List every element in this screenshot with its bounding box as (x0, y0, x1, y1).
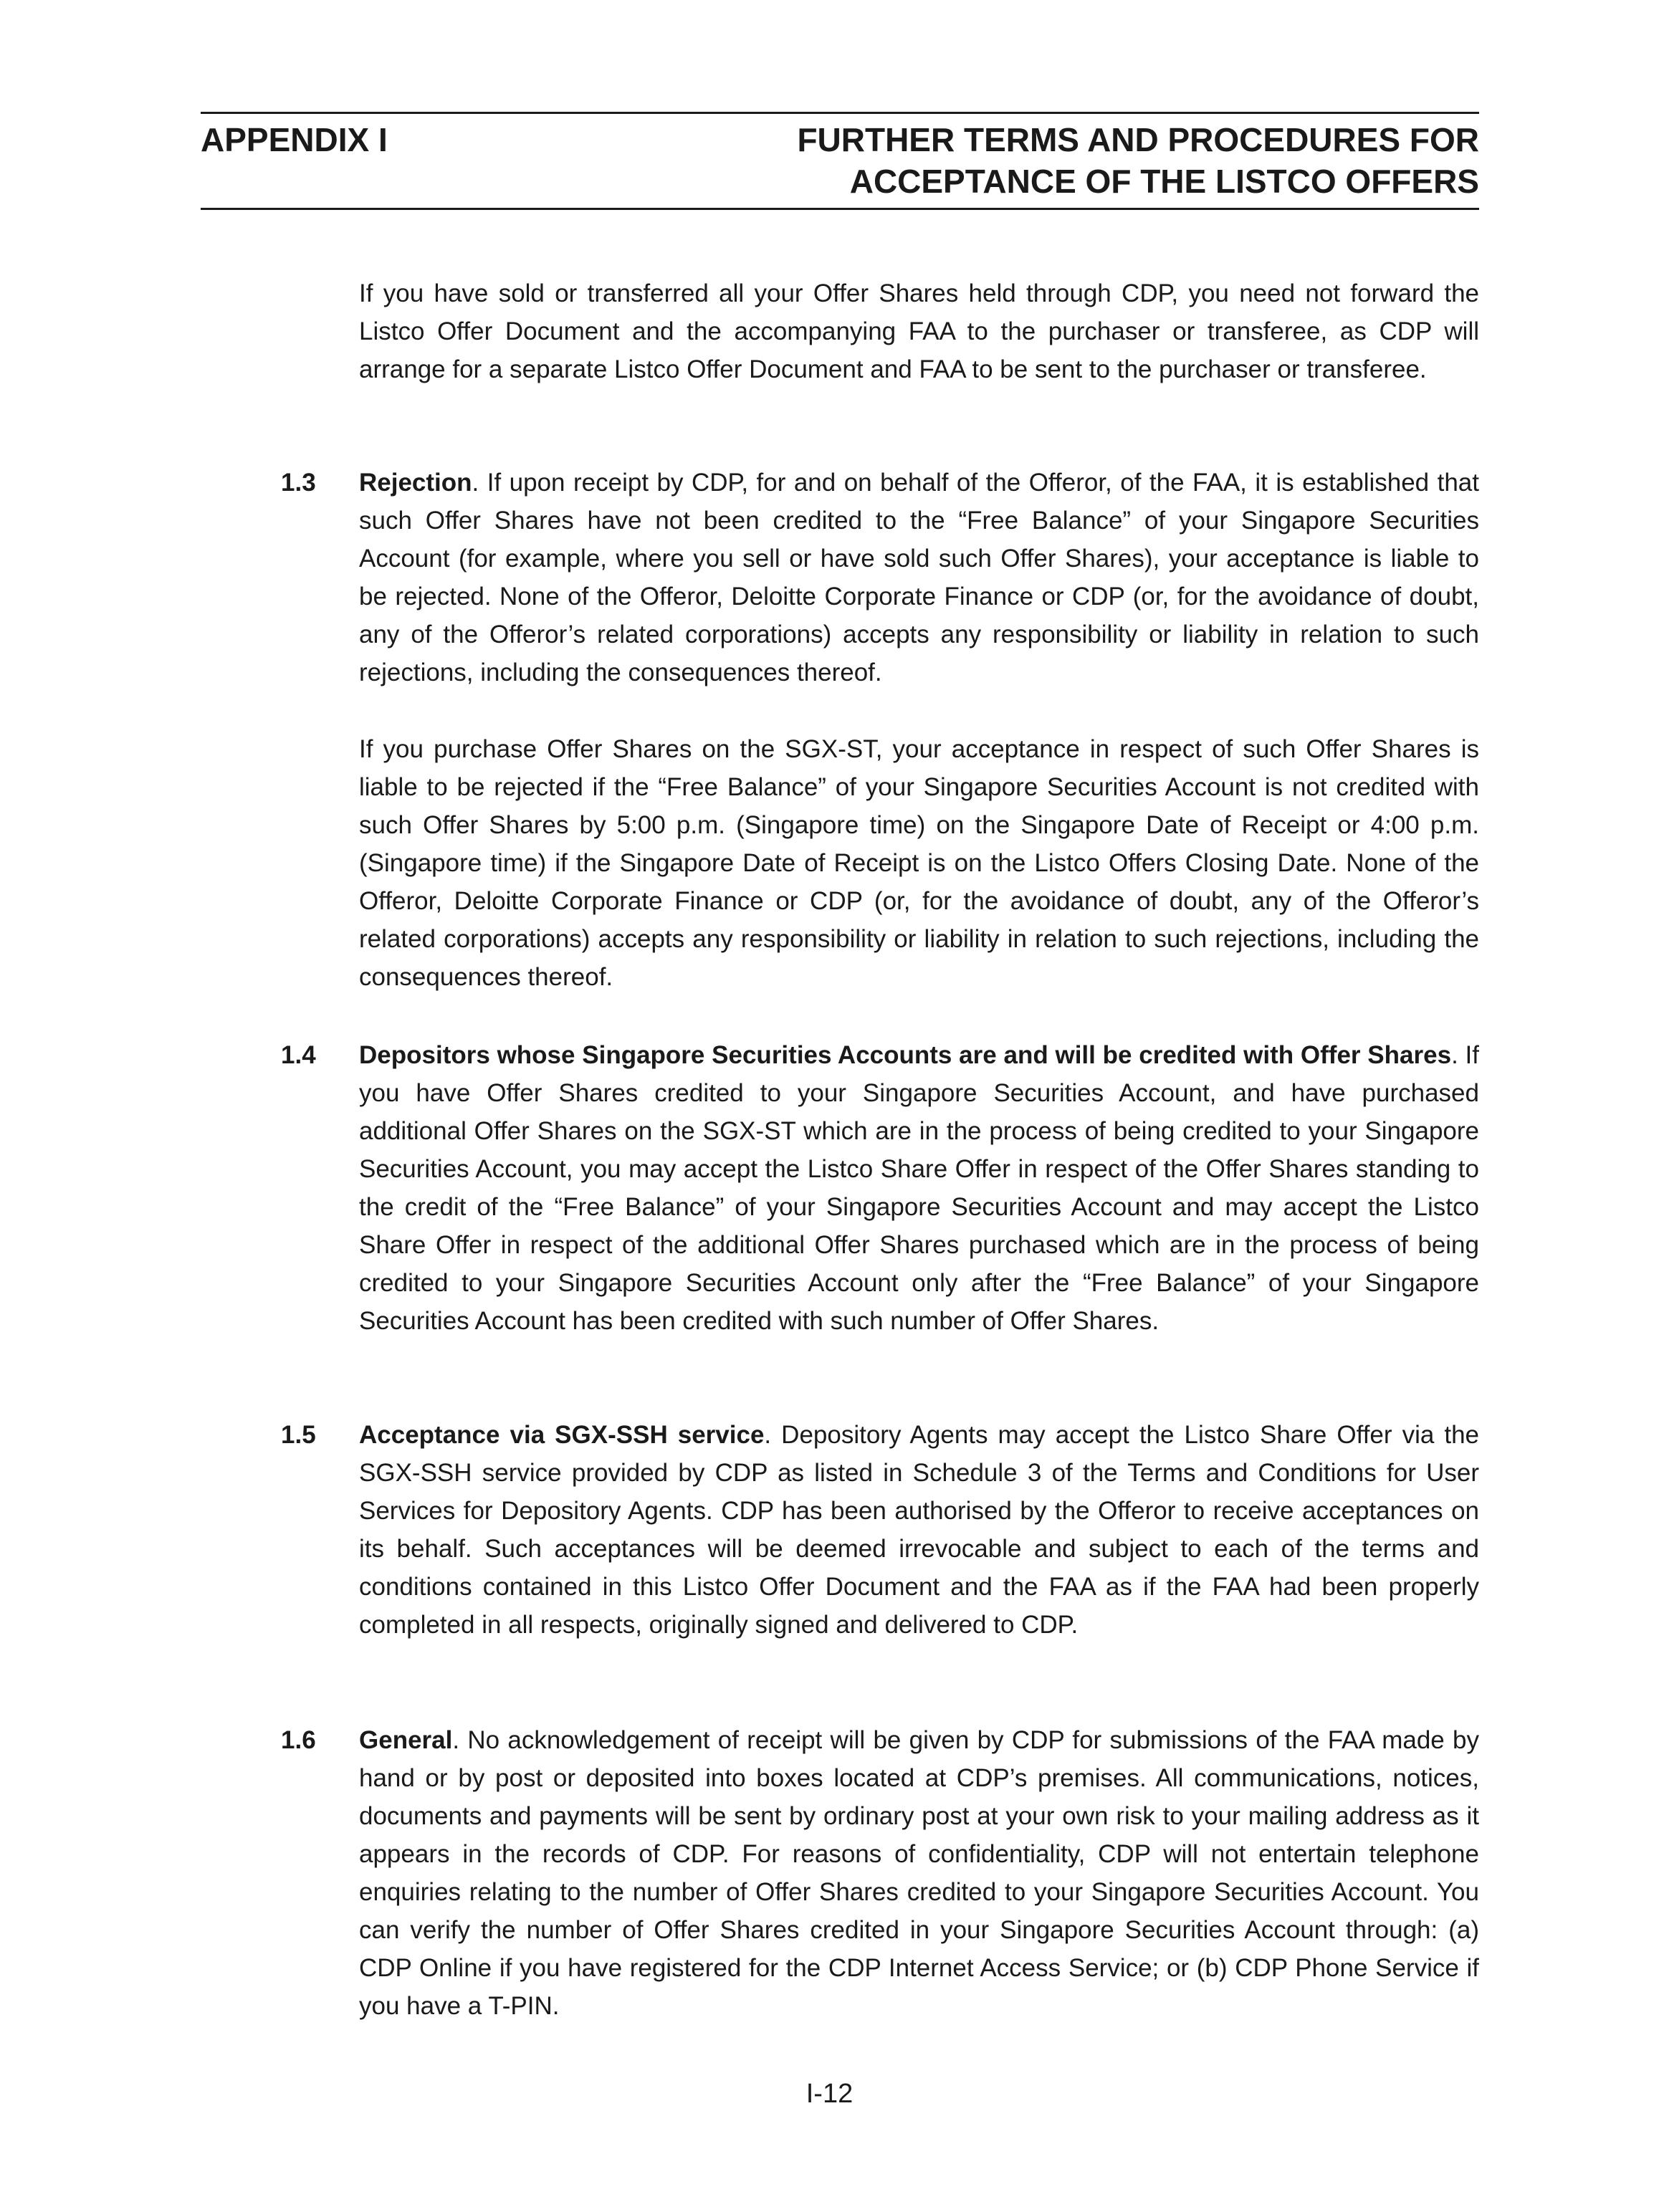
section-followup-paragraph: If you purchase Offer Shares on the SGX-ST, your acceptance in respect of such Offer Shares is liable to be rejected if the “Free Balance” of your Singapore Securities Account is not credited with such Offer Shares by 5:00 p.m. (Singapore time) on the Singapore Date of Receipt or 4:00 p.m. (Singapore time) if the Singapore Date of Receipt is on the Listco Offers Closing Date. None of the Offeror, Deloitte Corporate Finance or CDP (or, for the avoidance of doubt, any of the Offeror’s related corporations) accepts any responsibility or liability in relation to such rejections, including the consequences thereof. (359, 735, 1479, 991)
section-lead: Rejection (359, 469, 472, 497)
page-heading-line-1: FURTHER TERMS AND PROCEDURES FOR (797, 121, 1479, 158)
section-paragraph (359, 1416, 1479, 1644)
section-text: . If upon receipt by CDP, for and on behalf of the Offeror, of the FAA, it is established that such Offer Shares have not been credited to the “Free Balance” of your Singapore Securities Account (for example, where you sell or have sold such Offer Shares), your acceptance is liable to be rejected. None of the Offeror, Deloitte Corporate Finance or CDP (or, for the avoidance of doubt, any of the Offeror’s related corporations) accepts any responsibility or liability in relation to such rejections, including the consequences thereof. (359, 469, 1479, 686)
section-lead: Depositors whose Singapore Securities Accounts are and will be credited with Offer Shares (359, 1041, 1452, 1069)
section-lead: Acceptance via SGX-SSH service (359, 1421, 765, 1449)
header-bottom-rule (201, 208, 1479, 210)
section-number: 1.5 (281, 1421, 316, 1449)
page-number: I-12 (805, 2079, 854, 2109)
section-number: 1.6 (281, 1726, 316, 1754)
section-text: . No acknowledgement of receipt will be given by CDP for submissions of the FAA made by hand or by post or deposited into boxes located at CDP’s premises. All communications, notices, documents and payments will be sent by ordinary post at your own risk to your mailing address as it appears in the records of CDP. For reasons of confidentiality, CDP will not entertain telephone enquiries relating to the number of Offer Shares credited to your Singapore Securities Account. You can verify the number of Offer Shares credited in your Singapore Securities Account through: (a) CDP Online if you have registered for the CDP Internet Access Service; or (b) CDP Phone Service if you have a T-PIN. (359, 1726, 1479, 2020)
section-number: 1.3 (281, 469, 316, 497)
section-text: . Depository Agents may accept the Listco Share Offer via the SGX-SSH service provided by CDP as listed in Schedule 3 of the Terms and Conditions for User Services for Depository Agents. CDP has been authorised by the Offeror to receive acceptances on its behalf. Such acceptances will be deemed irrevocable and subject to each of the terms and conditions contained in this Listco Offer Document and the FAA as if the FAA had been properly completed in all respects, originally signed and delivered to CDP. (359, 1421, 1479, 1639)
section-paragraph (359, 1036, 1479, 1340)
section-paragraph (359, 1721, 1479, 2025)
page-heading-line-2: ACCEPTANCE OF THE LISTCO OFFERS (849, 163, 1479, 200)
header-top-rule (201, 112, 1479, 114)
section-lead: General (359, 1726, 453, 1754)
appendix-label: APPENDIX I (201, 121, 388, 158)
section-paragraph (359, 464, 1479, 691)
page-heading (619, 119, 1479, 202)
section-text: . If you have Offer Shares credited to your Singapore Securities Account, and have purchased additional Offer Shares on the SGX-ST which are in the process of being credited to your Singapore Securities Account, you may accept the Listco Share Offer in respect of the Offer Shares standing to the credit of the “Free Balance” of your Singapore Securities Account and may accept the Listco Share Offer in respect of the additional Offer Shares purchased which are in the process of being credited to your Singapore Securities Account only after the “Free Balance” of your Singapore Securities Account has been credited with such number of Offer Shares. (359, 1041, 1480, 1335)
section-number: 1.4 (281, 1041, 316, 1069)
intro-paragraph: If you have sold or transferred all your Offer Shares held through CDP, you need not forward the Listco Offer Document and the accompanying FAA to the purchaser or transferee, as CDP will arrange for a separate Listco Offer Document and FAA to be sent to the purchaser or transferee. (359, 279, 1479, 383)
